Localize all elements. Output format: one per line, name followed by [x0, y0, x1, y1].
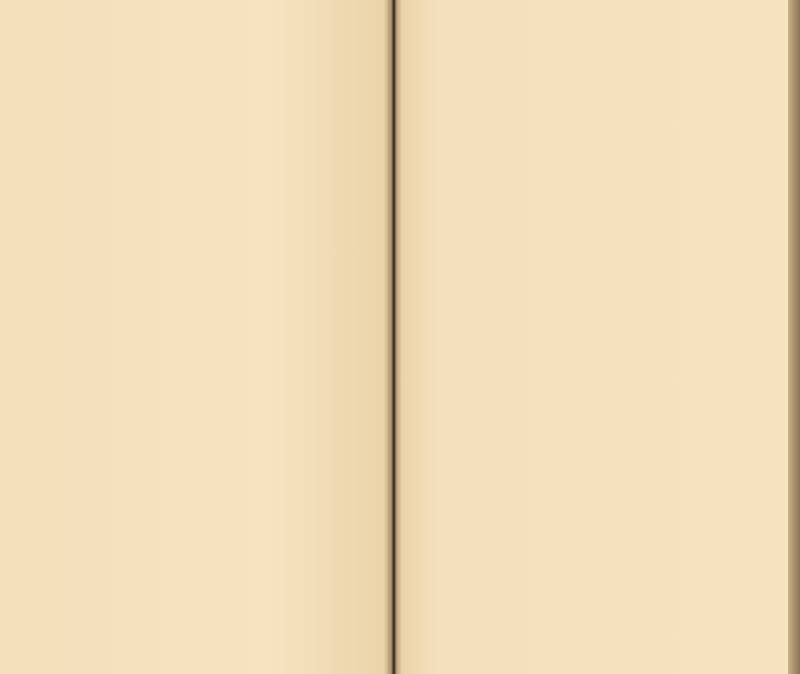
right-page: [388, 0, 800, 674]
book-gutter: [384, 0, 402, 674]
left-page: [0, 0, 388, 674]
page-edge: [788, 0, 800, 674]
